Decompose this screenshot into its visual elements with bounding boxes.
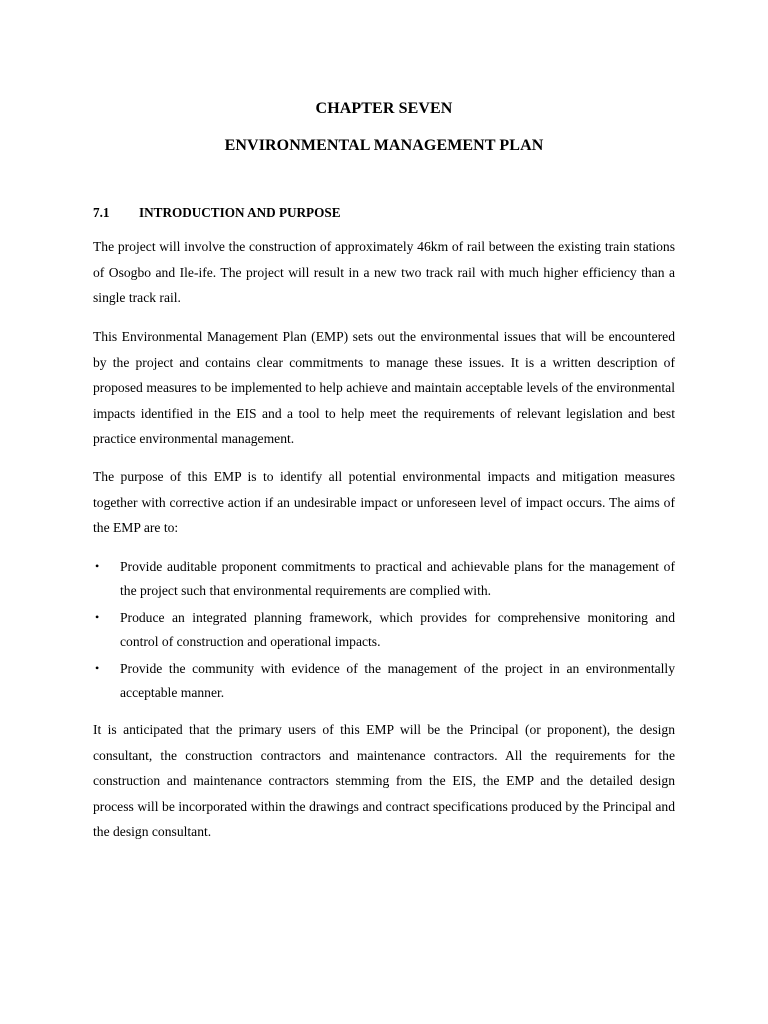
paragraph-emp-description: This Environmental Management Plan (EMP) sets out the environmental issues that will be encountered by the project and contains clear commitments to manage these issues. It is a written description of proposed measures to be implemented to help achieve and maintain acceptable levels of the environmental impacts identified in the EIS and a tool to help meet the requirements of relevant legislation and best practice environmental management.	[93, 329, 675, 446]
list-item	[93, 657, 675, 704]
list-item-text: Produce an integrated planning framework, which provides for comprehensive monitoring and control of construction and operational impacts.	[120, 610, 675, 649]
section-heading	[93, 205, 675, 221]
paragraph-intro: The project will involve the construction of approximately 46km of rail between the existing train stations of Osogbo and Ile-ife. The project will result in a new two track rail with much higher efficiency than a single track rail.	[93, 239, 675, 305]
aims-list	[93, 555, 675, 708]
paragraph-primary-users: It is anticipated that the primary users of this EMP will be the Principal (or proponent), the design consultant, the construction contractors and maintenance contractors. All the requirements for the construction and maintenance contractors stemming from the EIS, the EMP and the detailed design process will be incorporated within the drawings and contract specifications produced by the Principal and the design consultant.	[93, 722, 675, 839]
chapter-subtitle: ENVIRONMENTAL MANAGEMENT PLAN	[224, 137, 544, 154]
bullet-icon: •	[95, 559, 100, 573]
chapter-title: CHAPTER SEVEN	[315, 100, 453, 117]
list-item-text: Provide the community with evidence of the management of the project in an environmentally acceptable manner.	[120, 661, 675, 700]
bullet-icon: •	[95, 661, 100, 675]
section-title: INTRODUCTION AND PURPOSE	[139, 205, 341, 220]
paragraph-emp-purpose: The purpose of this EMP is to identify all potential environmental impacts and mitigation measures together with corrective action if an undesirable impact or unforeseen level of impact occurs. The aims of the EMP are to:	[93, 469, 675, 535]
list-item-text: Provide auditable proponent commitments to practical and achievable plans for the management of the project such that environmental requirements are complied with.	[120, 559, 675, 598]
section-number: 7.1	[93, 205, 110, 220]
list-item	[93, 555, 675, 602]
list-item	[93, 606, 675, 653]
document-page	[93, 0, 675, 1024]
bullet-icon: •	[95, 610, 100, 624]
